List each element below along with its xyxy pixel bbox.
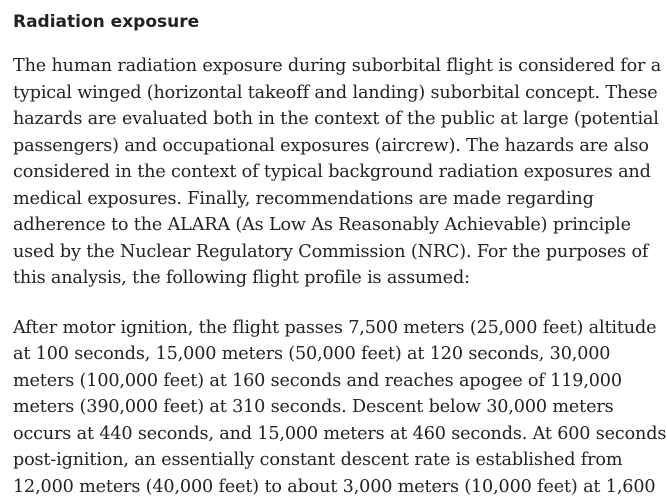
text-line: this analysis, the following flight profile is assumed: (13, 265, 667, 292)
text-line: meters (390,000 feet) at 310 seconds. Descent below 30,000 meters (13, 394, 667, 421)
paragraph-flight-profile (13, 315, 667, 500)
text-line: at 100 seconds, 15,000 meters (50,000 feet) at 120 seconds, 30,000 (13, 341, 667, 368)
text-line: medical exposures. Finally, recommendations are made regarding (13, 186, 667, 213)
text-line: 12,000 meters (40,000 feet) to about 3,000 meters (10,000 feet) at 1,600 (13, 474, 667, 500)
text-line: typical winged (horizontal takeoff and landing) suborbital concept. These (13, 80, 667, 107)
text-line: occurs at 440 seconds, and 15,000 meters at 460 seconds. At 600 seconds (13, 421, 667, 448)
text-line: hazards are evaluated both in the context of the public at large (potential (13, 106, 667, 133)
text-line: considered in the context of typical background radiation exposures and (13, 159, 667, 186)
text-line: The human radiation exposure during suborbital flight is considered for a (13, 53, 667, 80)
article-body (13, 0, 667, 500)
paragraph-intro (13, 53, 667, 292)
text-line: post-ignition, an essentially constant descent rate is established from (13, 447, 667, 474)
text-line: used by the Nuclear Regulatory Commission (NRC). For the purposes of (13, 239, 667, 266)
section-heading: Radiation exposure (13, 0, 667, 33)
text-line: After motor ignition, the flight passes 7,500 meters (25,000 feet) altitude (13, 315, 667, 342)
text-line: passengers) and occupational exposures (aircrew). The hazards are also (13, 133, 667, 160)
text-line: meters (100,000 feet) at 160 seconds and reaches apogee of 119,000 (13, 368, 667, 395)
text-line: adherence to the ALARA (As Low As Reasonably Achievable) principle (13, 212, 667, 239)
